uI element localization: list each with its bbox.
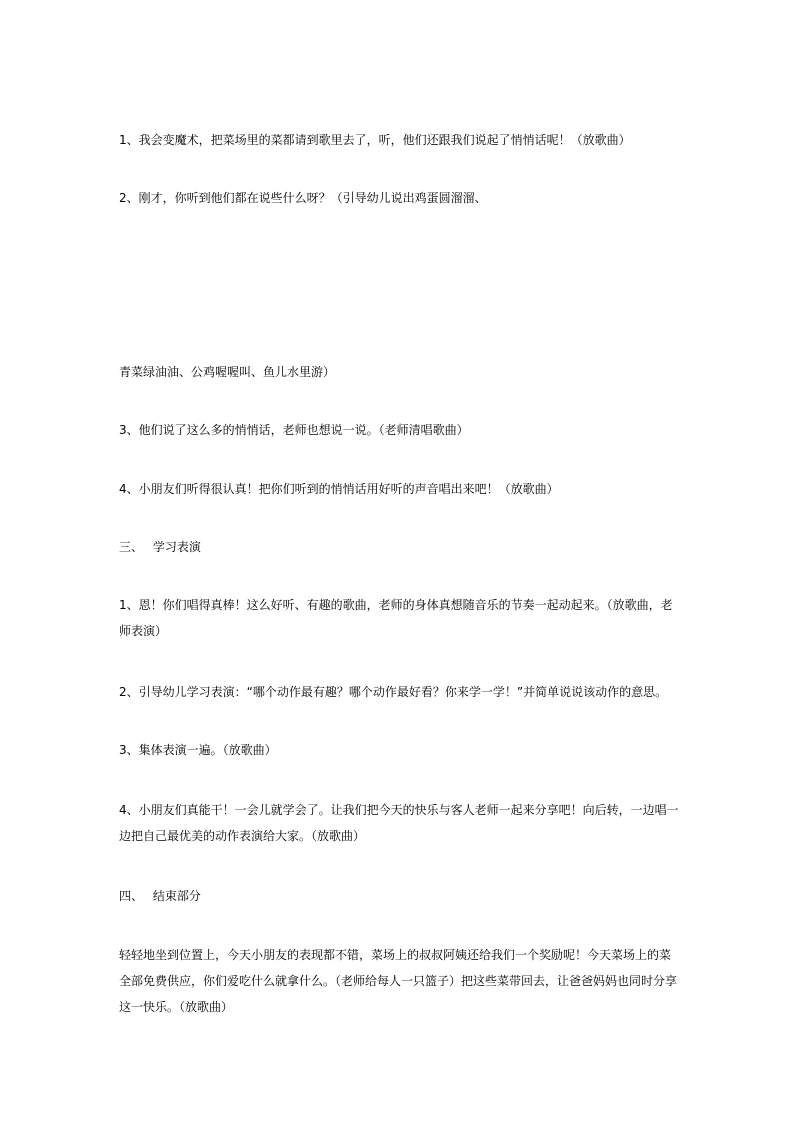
- paragraph-ending-reward: 轻轻地坐到位置上，今天小朋友的表现都不错，菜场上的叔叔阿姨还给我们一个奖励呢！今天菜场上的菜全部免费供应，你们爱吃什么就拿什么。（老师给每人一只篮子）把这些菜带回去，让爸爸妈妈也同时分享这一快乐。（放歌曲）: [119, 948, 678, 1014]
- section-heading-learn-performance: 三、 学习表演: [119, 540, 201, 554]
- paragraph-performance-step-3: 3、集体表演一遍。（放歌曲）: [119, 743, 277, 757]
- paragraph-performance-step-4: 4、小朋友们真能干！一会儿就学会了。让我们把今天的快乐与客人老师一起来分享吧！向后转，一边唱一边把自己最优美的动作表演给大家。（放歌曲）: [119, 803, 679, 843]
- paragraph-step-2-question: 2、刚才，你听到他们都在说些什么呀？（引导幼儿说出鸡蛋圆溜溜、: [119, 191, 487, 205]
- paragraph-performance-step-1: 1、恩！你们唱得真棒！这么好听、有趣的歌曲，老师的身体真想随音乐的节奏一起动起来。（放歌曲，老师表演）: [119, 598, 673, 638]
- section-heading-ending: 四、 结束部分: [119, 889, 201, 903]
- paragraph-step-3-teacher-sings: 3、他们说了这么多的悄悄话，老师也想说一说。（老师清唱歌曲）: [119, 423, 469, 437]
- paragraph-step-4-children-sing: 4、小朋友们听得很认真！把你们听到的悄悄话用好听的声音唱出来吧！（放歌曲）: [119, 482, 559, 496]
- paragraph-step-2-continued: 青菜绿油油、公鸡喔喔叫、鱼儿水里游）: [119, 365, 336, 379]
- paragraph-performance-step-2: 2、引导幼儿学习表演：“哪个动作最有趣？哪个动作最好看？你来学一学！”并简单说说该动作的意思。: [119, 685, 668, 699]
- paragraph-step-1-magic: 1、我会变魔术，把菜场里的菜都请到歌里去了，听，他们还跟我们说起了悄悄话呢！（放歌曲）: [119, 133, 631, 147]
